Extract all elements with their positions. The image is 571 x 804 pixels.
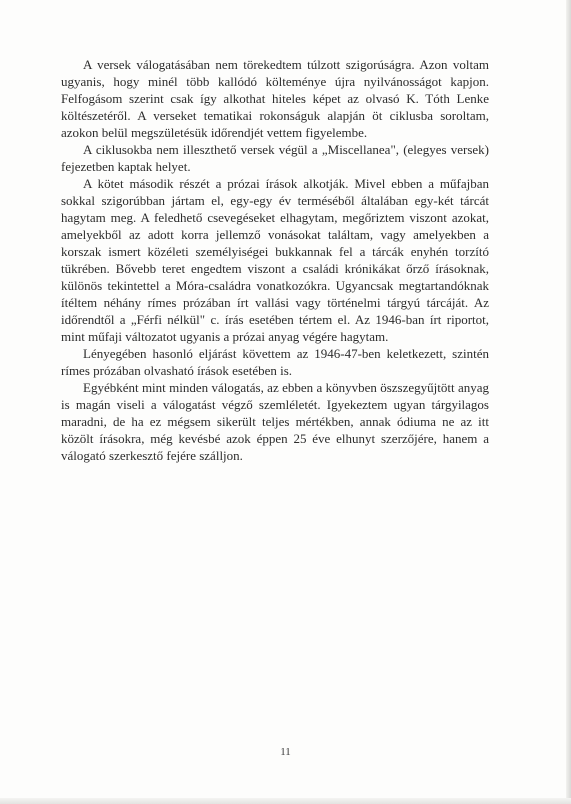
page-edge-right — [566, 0, 571, 804]
page-number: 11 — [280, 746, 291, 758]
body-text — [61, 56, 489, 464]
page-edge-bottom — [0, 798, 571, 804]
paragraph-5: Egyébként mint minden válogatás, az ebben a könyvben öszszegyűjtött anyag is magán viseli a válogatást végző szemléletét. Igyekeztem ugyan tárgyilagos maradni, de ha ez mégsem sikerült teljes mértékben, annak ódiuma ne az itt közölt írásokra, még kevésbé azok éppen 25 éve elhunyt szerzőjére, hanem a válogató szerkesztő fejére szálljon. — [61, 380, 489, 463]
paragraph-2: A ciklusokba nem illeszthető versek végül a „Miscellanea", (elegyes versek) fejezetben kaptak helyet. — [61, 142, 489, 174]
paragraph-3: A kötet második részét a prózai írások alkotják. Mivel ebben a műfajban sokkal szigorúbban jártam el, egy-egy év terméséből általában egy-két tárcát hagytam meg. A feledhető csevegéseket elhagytam, megőriztem viszont azokat, amelyekből az adott korra jellemző vonásokat találtam, vagy amelyekben a korszak ismert közéleti személyiségei bukkannak fel a tárcák enyhén torzító tükrében. Bővebb teret engedtem viszont a családi krónikákat őrző írásoknak, különös tekintettel a Móra-családra vonatkozókra. Ugyancsak megtartandóknak ítéltem néhány rímes prózában írt vallási vagy történelmi tárgyú tárcáját. Az időrendtől a „Férfi nélkül" c. írás esetében tértem el. Az 1946-ban írt riportot, mint műfaji változatot ugyanis a prózai anyag végére hagytam. — [61, 176, 489, 344]
paragraph-4: Lényegében hasonló eljárást követtem az 1946-47-ben keletkezett, szintén rímes prózában olvasható írások esetében is. — [61, 346, 489, 378]
paragraph-1: A versek válogatásában nem törekedtem túlzott szigorúságra. Azon voltam ugyanis, hogy minél több kallódó költeménye újra nyilvánosságot kapjon. Felfogásom szerint csak így alkothat hiteles képet az olvasó K. Tóth Lenke költészetéről. A verseket tematikai rokonságuk alapján öt ciklusba soroltam, azokon belül megszületésük időrendjét vettem figyelembe. — [61, 57, 489, 140]
